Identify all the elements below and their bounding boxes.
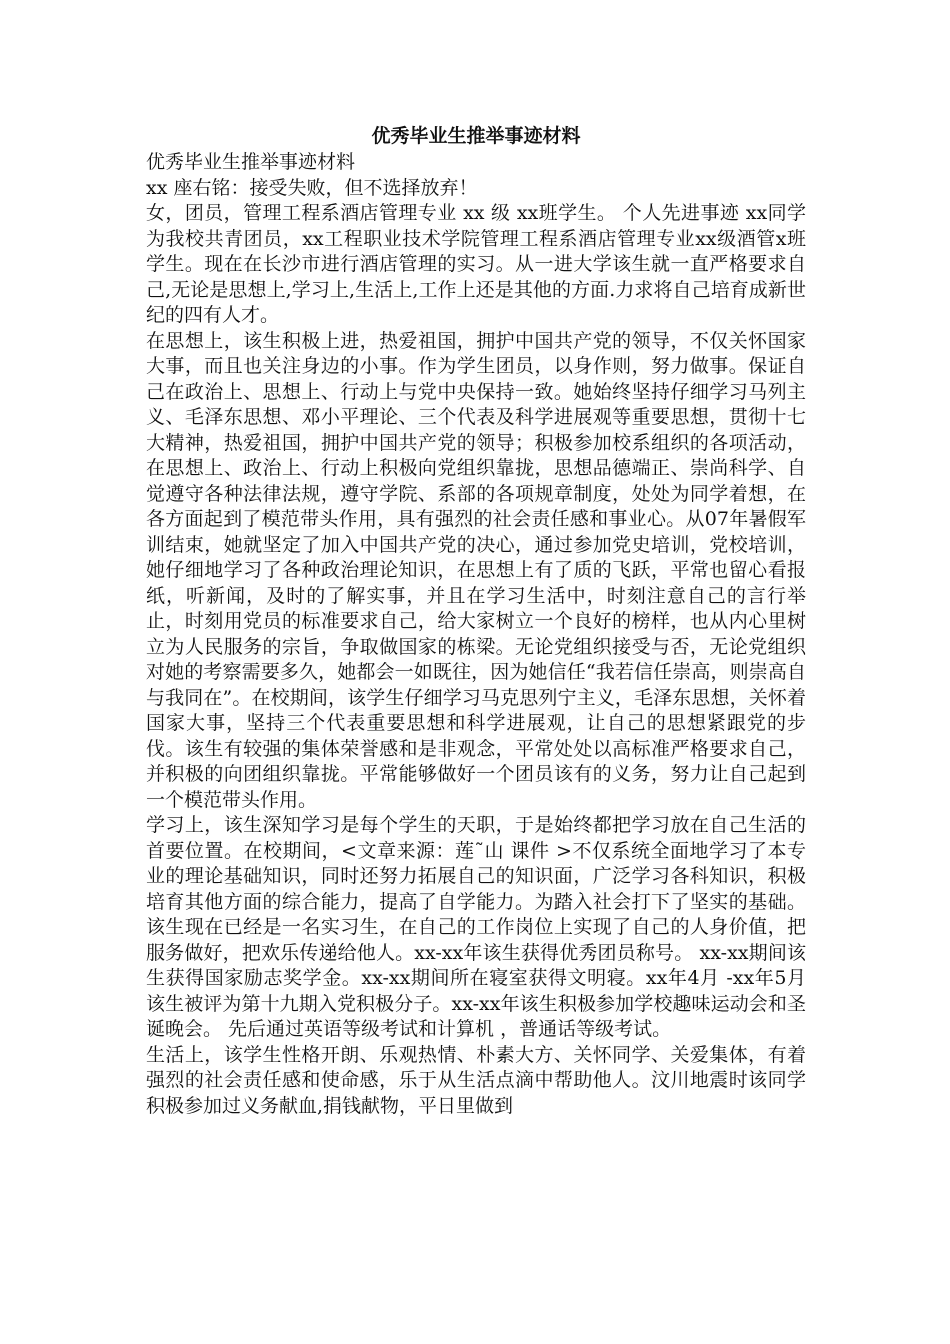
study-paragraph: 学习上，该生深知学习是每个学生的天职，于是始终都把学习放在自己生活的首要位置。在校期间，<文章来源：莲˜山 课件 >不仅系统全面地学习了本专业的理论基础知识，同时还努力拓展自己的知识面，广泛学习各科知识，积极培育其他方面的综合能力，提高了自学能力。为踏入社会打下了坚实的基础。该生现在已经是一名实习生，在自己的工作岗位上实现了自己的人身价值，把服务做好，把欢乐传递给他人。xx-xx年该生获得优秀团员称号。 xx-xx期间该生获得国家励志奖学金。xx-xx期间所在寝室获得文明寝。xx年4月 -xx年5月该生被评为第十九期入党积极分子。xx-xx年该生积极参加学校趣味运动会和圣诞晚会。 先后通过英语等级考试和计算机 ，普通话等级考试。 [146,814,806,1040]
document-subtitle: 优秀毕业生推举事迹材料 [146,151,356,173]
document-title: 优秀毕业生推举事迹材料 [371,125,581,147]
life-paragraph: 生活上，该学生性格开朗、乐观热情、朴素大方、关怀同学、关爱集体，有着强烈的社会责任感和使命感，乐于从生活点滴中帮助他人。汶川地震时该同学积极参加过义务献血,捐钱献物，平日里做到 [146,1043,806,1117]
motto-line: xx 座右铭：接受失败，但不选择放弃！ [146,176,478,199]
intro-paragraph: 女，团员，管理工程系酒店管理专业 xx 级 xx班学生。 个人先进事迹 xx同学为我校共青团员，xx工程职业技术学院管理工程系酒店管理专业xx级酒管x班学生。现在在长沙市进行酒店管理的实习。从一进大学该生就一直严格要求自己,无论是思想上,学习上,生活上,工作上还是其他的方面.力求将自己培育成新世纪的四有人才。 [146,202,806,326]
document-page [146,122,806,1119]
ideology-paragraph: 在思想上，该生积极上进，热爱祖国，拥护中国共产党的领导，不仅关怀国家大事，而且也关注身边的小事。作为学生团员，以身作则，努力做事。保证自己在政治上、思想上、行动上与党中央保持一致。她始终坚持仔细学习马列主义、毛泽东思想、邓小平理论、三个代表及科学进展观等重要思想，贯彻十七大精神，热爱祖国，拥护中国共产党的领导；积极参加校系组织的各项活动，在思想上、政治上、行动上积极向党组织靠拢，思想品德端正、崇尚科学、自觉遵守各种法律法规，遵守学院、系部的各项规章制度，处处为同学着想，在各方面起到了模范带头作用，具有强烈的社会责任感和事业心。从07年暑假军训结束，她就坚定了加入中国共产党的决心，通过参加党史培训，党校培训，她仔细地学习了各种政治理论知识，在思想上有了质的飞跃，平常也留心看报纸，听新闻，及时的了解实事，并且在学习生活中，时刻注意自己的言行举止，时刻用党员的标准要求自己，给大家树立一个良好的榜样，也从内心里树立为人民服务的宗旨，争取做国家的栋梁。无论党组织接受与否，无论党组织对她的考察需要多久，她都会一如既往，因为她信任“我若信任崇高，则崇高自与我同在”。在校期间，该学生仔细学习马克思列宁主义，毛泽东思想，关怀着国家大事，坚持三个代表重要思想和科学进展观，让自己的思想紧跟党的步伐。该生有较强的集体荣誉感和是非观念，平常处处以高标准严格要求自己，并积极的向团组织靠拢。平常能够做好一个团员该有的义务，努力让自己起到一个模范带头作用。 [146,329,806,811]
